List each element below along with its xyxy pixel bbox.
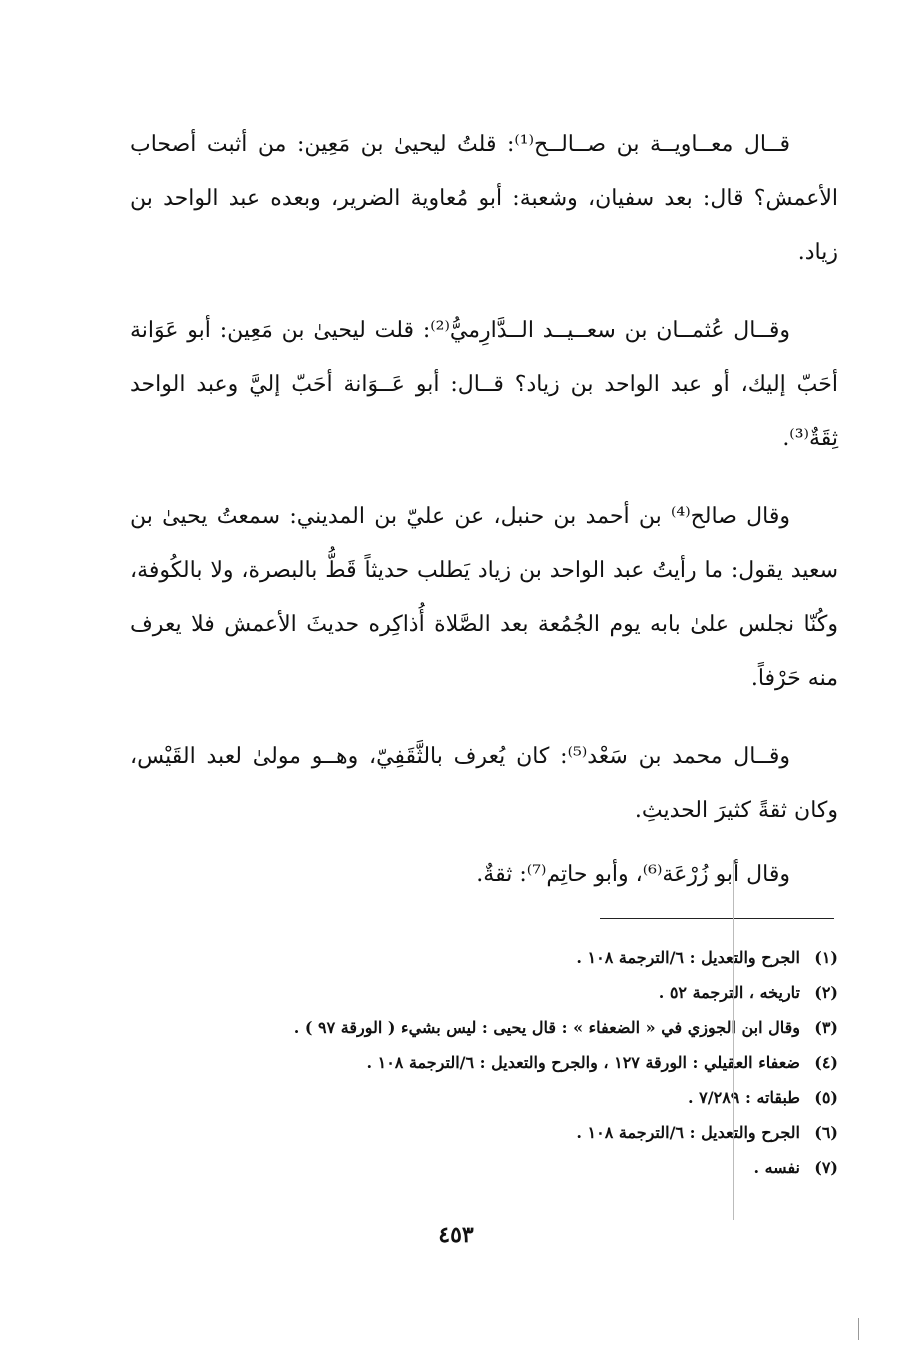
main-text [130,118,838,912]
paragraph-salih: وقال صالح⁽⁴⁾ بن أحمد بن حنبل، عن عليّ بن المديني: سمعتُ يحيىٰ بن سعيد يقول: ما رأيتُ عبد الواحد بن زياد يَطلب حديثاً قَطُّ بالبصرة، ولا بالكُوفة، وكُنّا نجلس علىٰ بابه يوم الجُمُعة بعد الصَّلاة أُذاكِره حديثَ الأعمش فلا يعرف منه حَرْفاً. [130,504,838,691]
footnote-number: (٤) [814,1053,838,1072]
footnote-number: (٥) [814,1088,838,1107]
paragraph-uthman: وقــال عُثمــان بن سعــيــد الــدَّارِميُّ⁽²⁾: قلت ليحيىٰ بن مَعِين: أبو عَوَانة أحَبّ إليك، أو عبد الواحد بن زياد؟ قــال: أبو عَــوَانة أحَبّ إليَّ وعبد الواحد ثِقَةٌ⁽³⁾. [130,318,838,451]
footnote-text: نفسه . [753,1158,800,1177]
footnote-text: تاريخه ، الترجمة ٥٢ . [658,983,800,1002]
footnote-item [200,1010,838,1045]
footnote-item [200,1045,838,1080]
footnote-item [200,940,838,975]
footnote-number: (٦) [814,1123,838,1142]
footnote-text: طبقاته : ٧/٢٨٩ . [688,1088,800,1107]
footnote-text: ضعفاء العقيلي : الورقة ١٢٧ ، والجرح والتعديل : ٦/الترجمة ١٠٨ . [366,1053,800,1072]
paragraph-muawiya: قــال معــاويــة بن صــالــح⁽¹⁾: قلتُ ليحيىٰ بن مَعِين: من أثبت أصحاب الأعمش؟ قال: بعد سفيان، وشعبة: أبو مُعاوية الضرير، وبعده عبد الواحد بن زياد. [130,132,838,265]
footnote-number: (١) [814,948,838,967]
footnotes [200,940,838,1185]
footnote-number: (٢) [814,983,838,1002]
page-number: ٤٥٣ [438,1222,474,1248]
scan-fold-line [733,860,734,1220]
footnote-number: (٧) [814,1158,838,1177]
footnote-text: الجرح والتعديل : ٦/الترجمة ١٠٨ . [576,1123,800,1142]
paragraph-abu-zura: وقال أبو زُرْعَة⁽⁶⁾، وأبو حاتِم⁽⁷⁾: ثقةٌ. [476,862,790,887]
footnote-item [200,1150,838,1185]
footnote-item [200,1115,838,1150]
footnote-item [200,975,838,1010]
footnote-text: الجرح والتعديل : ٦/الترجمة ١٠٨ . [576,948,800,967]
paragraph-ibn-sad: وقــال محمد بن سَعْد⁽⁵⁾: كان يُعرف بالثَّقَفِيّ، وهــو مولىٰ لعبد القَيْس، وكان ثقةً كثيرَ الحديثِ. [130,744,838,823]
footnote-number: (٣) [814,1018,838,1037]
scan-edge-mark [858,1318,859,1340]
footnote-item [200,1080,838,1115]
footnote-divider [600,918,834,919]
footnote-text: وقال ابن الجوزي في « الضعفاء » : قال يحيى : ليس بشيء ( الورقة ٩٧ ) . [293,1018,800,1037]
